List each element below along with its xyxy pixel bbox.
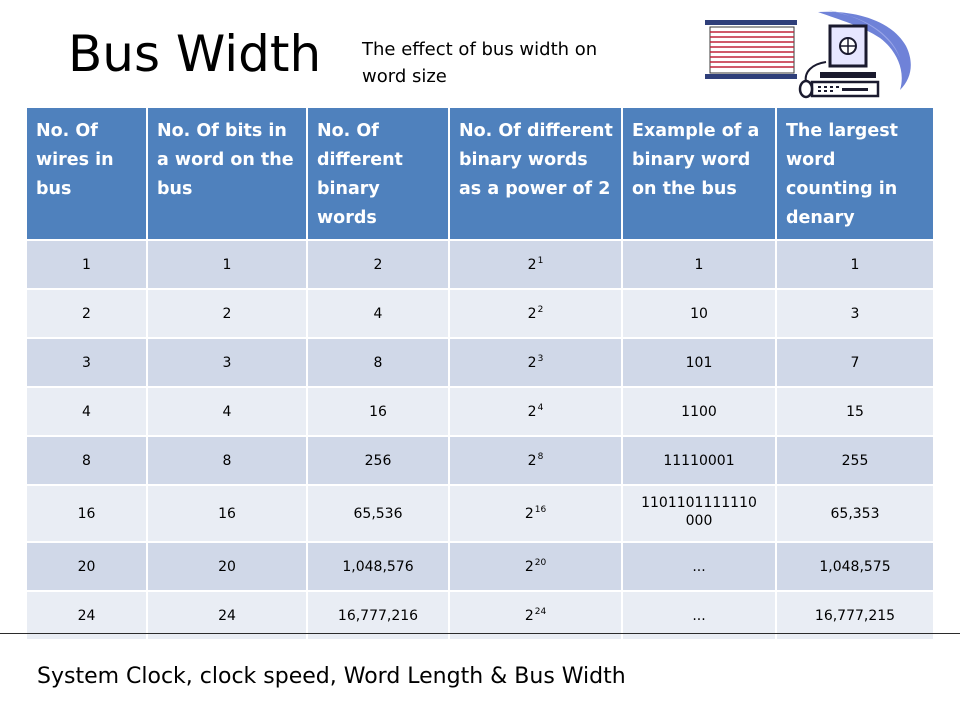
cell-power <box>449 485 622 542</box>
cell-example <box>622 485 776 542</box>
power-exponent: 3 <box>537 353 544 364</box>
slide-subtitle: The effect of bus width on word size <box>362 39 598 87</box>
cell-bits: 1 <box>147 240 307 289</box>
cell-bits: 2 <box>147 289 307 338</box>
cell-wires: 24 <box>27 591 147 639</box>
power-base: 2 <box>527 354 537 371</box>
table-row <box>27 387 933 436</box>
power-exponent: 1 <box>537 255 544 266</box>
table-row <box>27 436 933 485</box>
cell-largest: 255 <box>776 436 933 485</box>
power-exponent: 4 <box>537 402 544 413</box>
footer-divider <box>0 633 960 634</box>
example-line-1: 1101101111110 <box>641 495 757 511</box>
cell-power <box>449 542 622 591</box>
cell-words: 8 <box>307 338 449 387</box>
cell-wires: 4 <box>27 387 147 436</box>
cell-words: 256 <box>307 436 449 485</box>
cell-example: ... <box>622 591 776 639</box>
power-base: 2 <box>527 256 537 273</box>
cell-largest: 15 <box>776 387 933 436</box>
power-exponent: 2 <box>537 304 544 315</box>
header-example-word: Example of a binary word on the bus <box>622 108 776 240</box>
cell-example: 11110001 <box>622 436 776 485</box>
cell-example: 101 <box>622 338 776 387</box>
cell-example: ... <box>622 542 776 591</box>
cell-power <box>449 240 622 289</box>
cell-largest: 65,353 <box>776 485 933 542</box>
cell-power <box>449 289 622 338</box>
cell-largest: 7 <box>776 338 933 387</box>
cell-example: 10 <box>622 289 776 338</box>
power-exponent: 8 <box>537 451 544 462</box>
bus-width-table <box>27 108 933 639</box>
cell-power <box>449 591 622 639</box>
cell-largest: 16,777,215 <box>776 591 933 639</box>
cell-words: 1,048,576 <box>307 542 449 591</box>
slide-footer: System Clock, clock speed, Word Length & Bus Width <box>37 664 626 689</box>
cell-words: 2 <box>307 240 449 289</box>
cell-wires: 1 <box>27 240 147 289</box>
computer-with-bus-icon <box>700 6 915 106</box>
table-row <box>27 542 933 591</box>
header-bits: No. Of bits in a word on the bus <box>147 108 307 240</box>
cell-bits: 20 <box>147 542 307 591</box>
table-row <box>27 591 933 639</box>
cell-example: 1 <box>622 240 776 289</box>
slide-title: Bus Width <box>68 25 322 83</box>
example-line-2: 000 <box>685 513 713 529</box>
header-wires: No. Of wires in bus <box>27 108 147 240</box>
cell-wires: 2 <box>27 289 147 338</box>
cell-bits: 3 <box>147 338 307 387</box>
cell-power <box>449 338 622 387</box>
cell-wires: 16 <box>27 485 147 542</box>
power-exponent: 16 <box>534 504 547 515</box>
cell-bits: 4 <box>147 387 307 436</box>
power-exponent: 24 <box>534 606 547 617</box>
header-largest-word: The largest word counting in denary <box>776 108 933 240</box>
cell-words: 16 <box>307 387 449 436</box>
cell-words: 65,536 <box>307 485 449 542</box>
power-base: 2 <box>524 558 534 575</box>
cell-largest: 1,048,575 <box>776 542 933 591</box>
cell-power <box>449 436 622 485</box>
cell-largest: 1 <box>776 240 933 289</box>
header-power-of-2: No. Of different binary words as a power of 2 <box>449 108 622 240</box>
table-row <box>27 485 933 542</box>
power-base: 2 <box>524 607 534 624</box>
header-binary-words: No. Of different binary words <box>307 108 449 240</box>
table-row <box>27 240 933 289</box>
power-base: 2 <box>527 452 537 469</box>
cell-bits: 16 <box>147 485 307 542</box>
cell-wires: 3 <box>27 338 147 387</box>
cell-words: 4 <box>307 289 449 338</box>
table-row <box>27 338 933 387</box>
cell-wires: 8 <box>27 436 147 485</box>
table-row <box>27 289 933 338</box>
cell-power <box>449 387 622 436</box>
cell-bits: 8 <box>147 436 307 485</box>
cell-largest: 3 <box>776 289 933 338</box>
cell-words: 16,777,216 <box>307 591 449 639</box>
power-base: 2 <box>527 305 537 322</box>
power-base: 2 <box>524 505 534 522</box>
cell-wires: 20 <box>27 542 147 591</box>
cell-bits: 24 <box>147 591 307 639</box>
power-base: 2 <box>527 403 537 420</box>
cell-example: 1100 <box>622 387 776 436</box>
power-exponent: 20 <box>534 557 547 568</box>
table-header-row <box>27 108 933 240</box>
